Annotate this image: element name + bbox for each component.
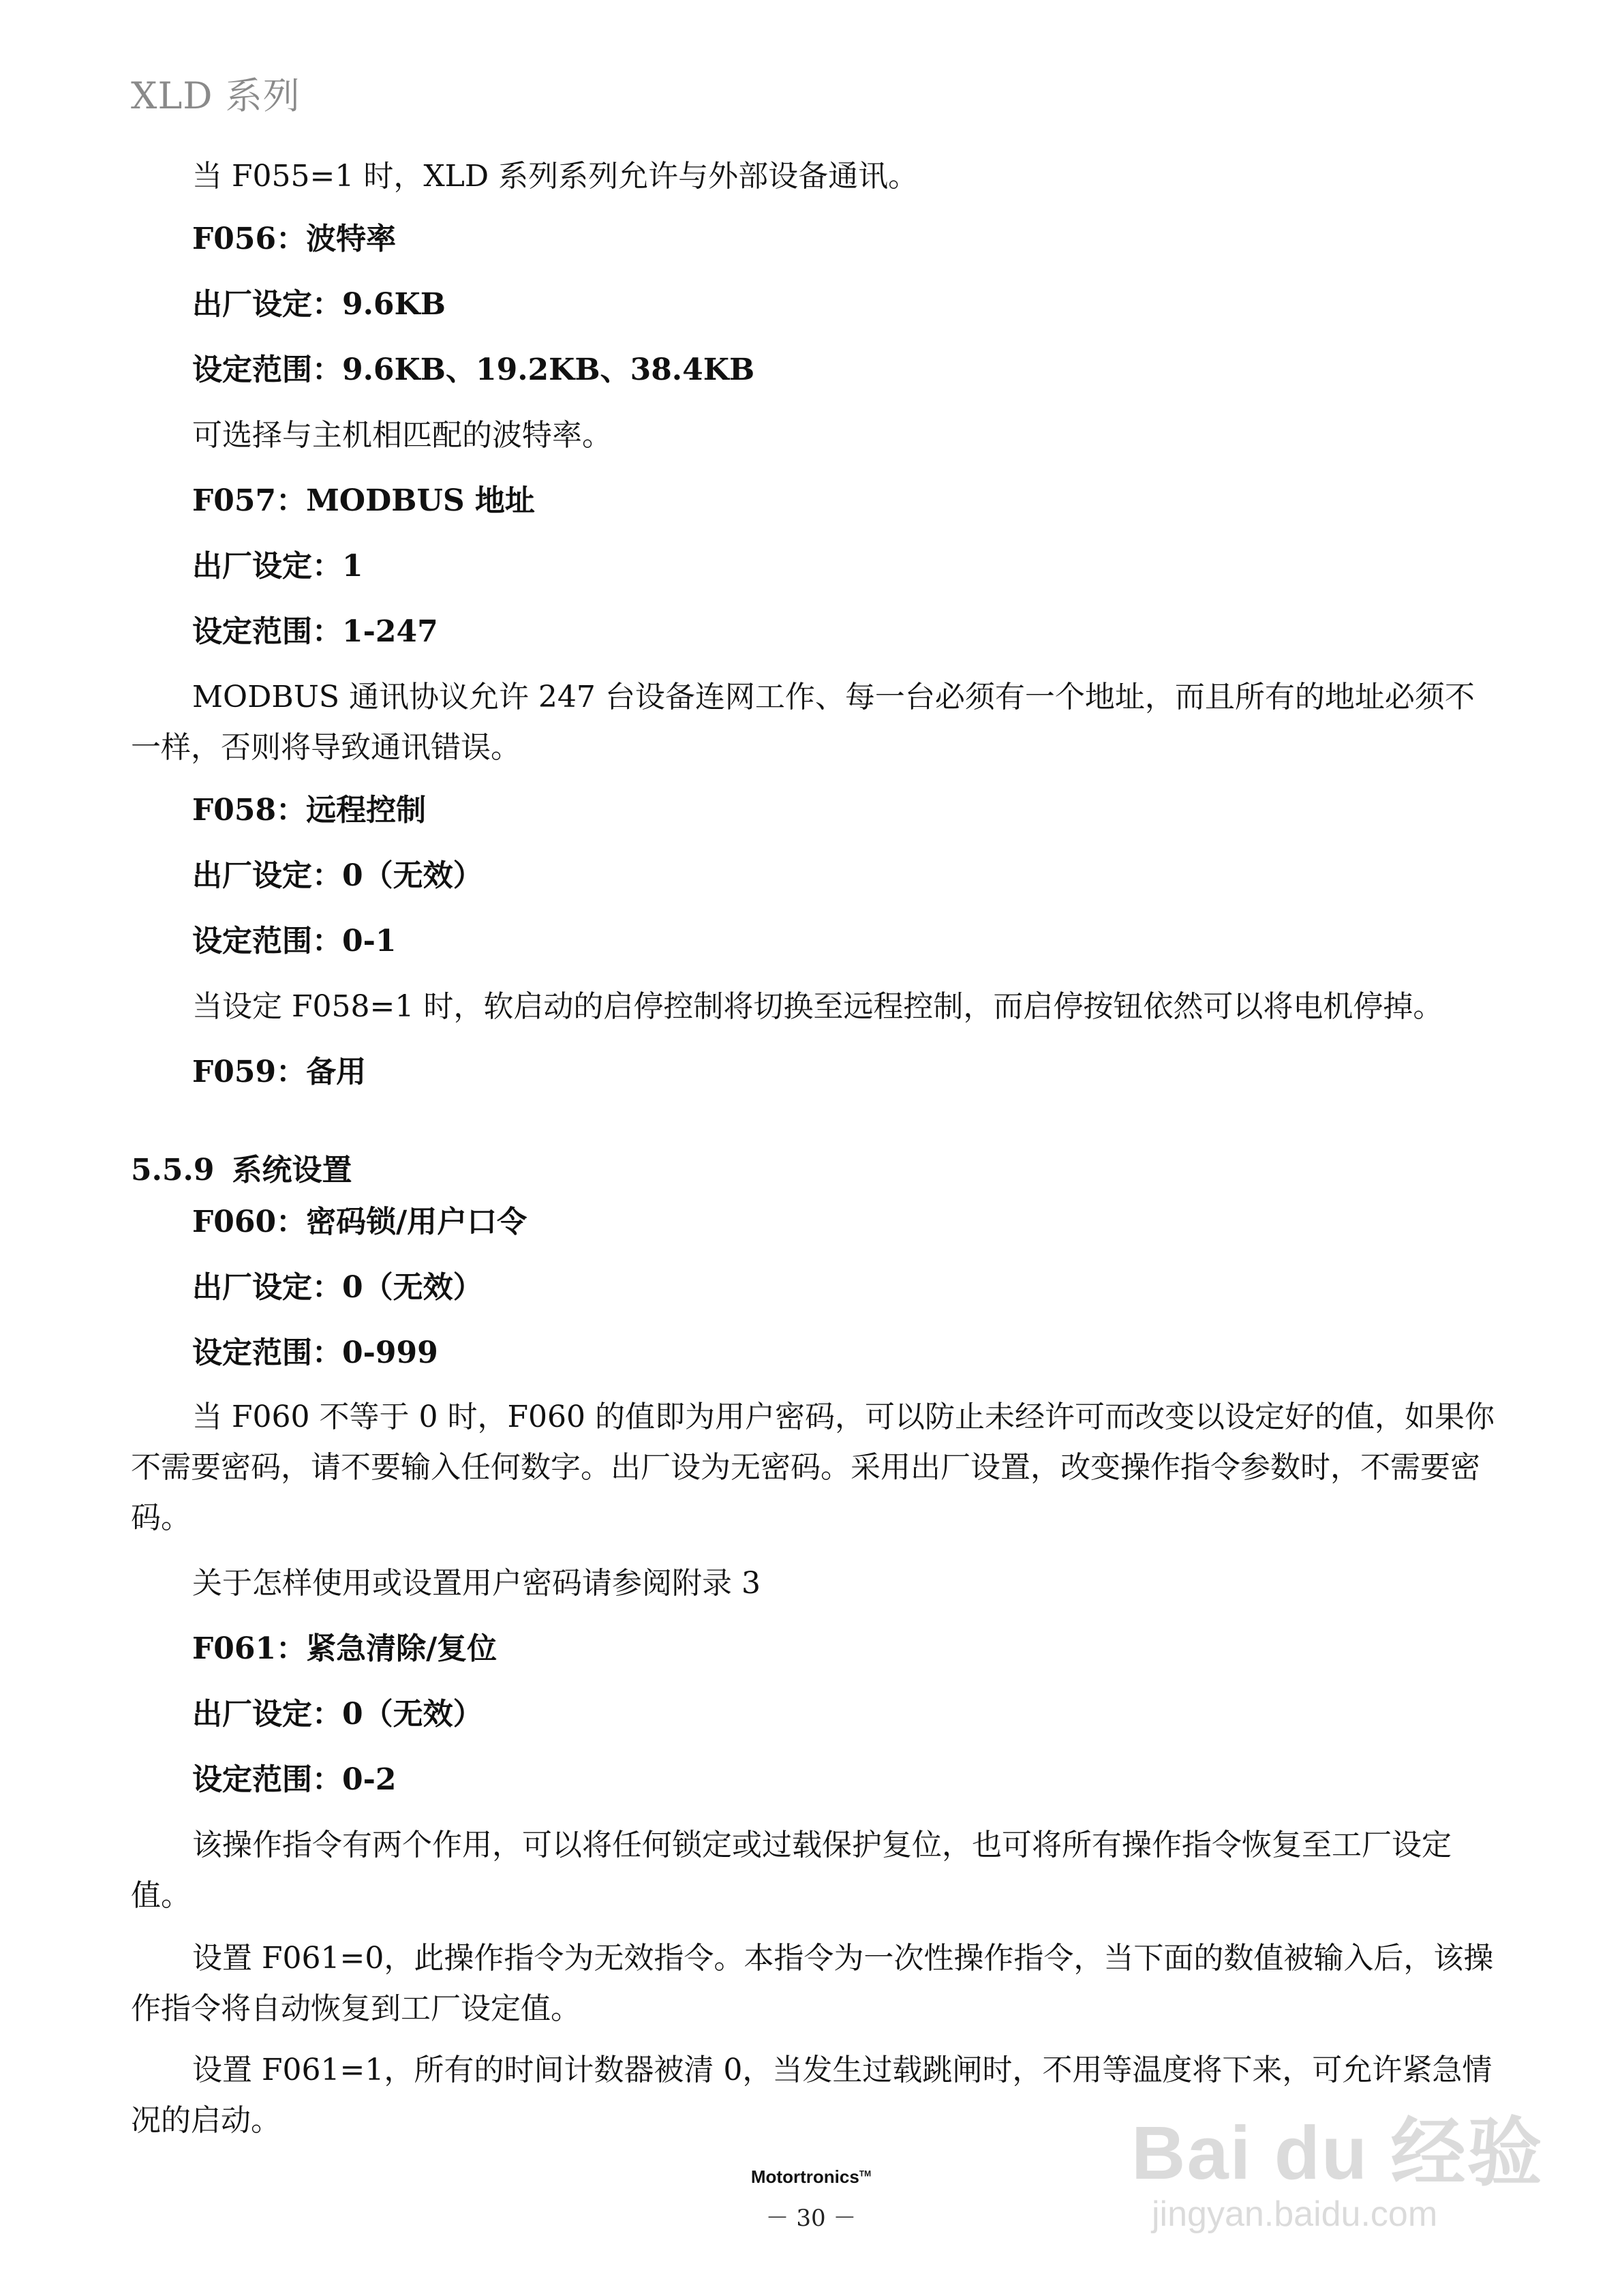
paragraph: 当 F060 不等于 0 时，F060 的值即为用户密码，可以防止未经许可而改变以设定好的值，如果你不需要密码，请不要输入任何数字。出厂设为无密码。采用出厂设置，改变操作指令参数时，不需要密码。 (131, 1400, 1495, 1535)
section-heading (131, 1145, 352, 1196)
section-title: 系统设置 (232, 1153, 352, 1188)
running-header: XLD 系列 (131, 74, 301, 117)
param-heading-f061: F061：紧急清除/复位 (192, 1631, 498, 1666)
watermark-url: jingyan.baidu.com (1152, 2194, 1438, 2234)
baidu-watermark (1131, 2093, 1567, 2256)
factory-setting: 出厂设定：0（无效） (192, 1697, 483, 1732)
paragraph: 设置 F061=1，所有的时间计数器被清 0，当发生过载跳闸时，不用等温度将下来，可允许紧急情况的启动。 (131, 2053, 1493, 2138)
brand-name: Motortronics (750, 2166, 859, 2187)
param-heading-f056: F056：波特率 (192, 222, 397, 256)
text-line: 关于怎样使用或设置用户密码请参阅附录 3 (192, 1566, 761, 1601)
page-number: － 30 － (765, 2205, 857, 2232)
setting-range: 设定范围：0-1 (192, 924, 397, 958)
paragraph: MODBUS 通讯协议允许 247 台设备连网工作、每一台必须有一个地址，而且所有的地址必须不一样，否则将导致通讯错误。 (131, 680, 1475, 765)
setting-range: 设定范围：0-999 (192, 1335, 438, 1370)
trademark: TM (859, 2169, 872, 2179)
setting-range: 设定范围：0-2 (192, 1762, 397, 1797)
paragraph: 该操作指令有两个作用，可以将任何锁定或过载保护复位，也可将所有操作指令恢复至工厂设定值。 (131, 1828, 1452, 1913)
text-line: 可选择与主机相匹配的波特率。 (192, 418, 612, 453)
setting-range: 设定范围：9.6KB、19.2KB、38.4KB (192, 352, 755, 387)
param-heading-f057: F057：MODBUS 地址 (192, 483, 535, 518)
paragraph: 设置 F061=0，此操作指令为无效指令。本指令为一次性操作指令，当下面的数值被输入后，该操作指令将自动恢复到工厂设定值。 (131, 1941, 1494, 2026)
section-number: 5.5.9 (131, 1153, 215, 1188)
text-line: 当设定 F058=1 时，软启动的启停控制将切换至远程控制，而启停按钮依然可以将电机停掉。 (192, 989, 1443, 1024)
watermark-logo: Bai du 经验 (1131, 2111, 1544, 2195)
text-line: 当 F055=1 时，XLD 系列系列允许与外部设备通讯。 (192, 159, 919, 194)
factory-setting: 出厂设定：1 (192, 549, 363, 584)
param-heading-f060: F060：密码锁/用户口令 (192, 1205, 527, 1239)
factory-setting: 出厂设定：0（无效） (192, 1270, 483, 1305)
param-heading-f058: F058：远程控制 (192, 793, 427, 828)
param-heading-f059: F059：备用 (192, 1055, 367, 1089)
setting-range: 设定范围：1-247 (192, 614, 438, 649)
factory-setting: 出厂设定：9.6KB (192, 287, 446, 322)
factory-setting: 出厂设定：0（无效） (192, 858, 483, 893)
